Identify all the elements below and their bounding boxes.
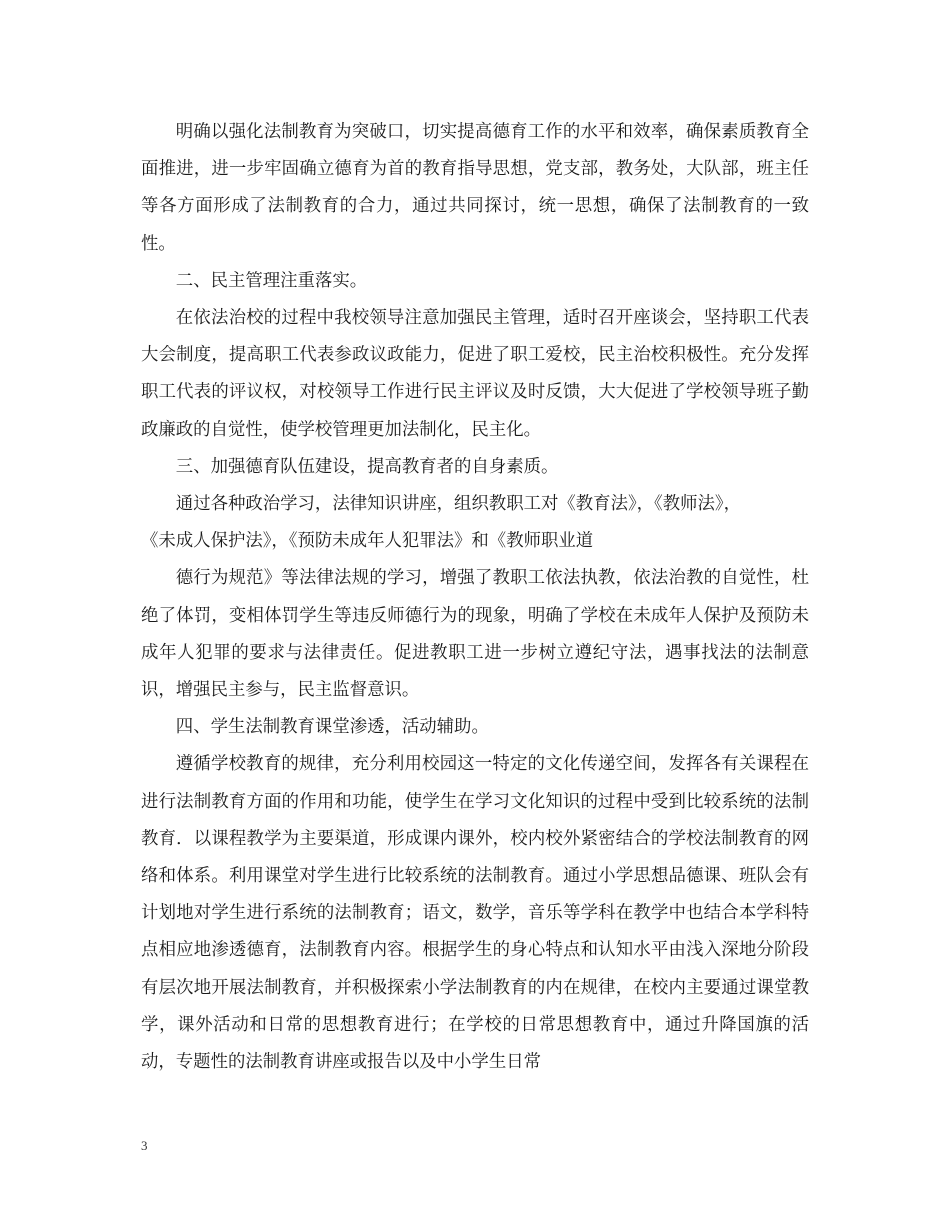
paragraph-law-study-line-1: 通过各种政治学习，法律知识讲座，组织教职工对《教育法》，《教师法》， xyxy=(175,494,741,515)
heading-student-legal-education: 四、学生法制教育课堂渗透，活动辅助。 xyxy=(175,717,489,738)
document-body xyxy=(141,114,809,1081)
heading-democratic-management: 二、民主管理注重落实。 xyxy=(175,270,368,291)
paragraph-student-legal-education: 遵循学校教育的规律，充分利用校园这一特定的文化传递空间，发挥各有关课程在进行法制教育方面的作用和功能，使学生在学习文化知识的过程中受到比较系统的法制教育．以课程教学为主要渠道，形成课内课外，校内校外紧密结合的学校法制教育的网络和体系。利用课堂对学生进行比较系统的法制教育。通过小学思想品德课、班队会有计划地对学生进行系统的法制教育；语文，数学，音乐等学科在教学中也结合本学科特点相应地渗透德育，法制教育内容。根据学生的身心特点和认知水平由浅入深地分阶段有层次地开展法制教育，并积极探索小学法制教育的内在规律，在校内主要通过课堂教学，课外活动和日常的思想教育进行；在学校的日常思想教育中，通过升降国旗的活动，专题性的法制教育讲座或报告以及中小学生日常 xyxy=(141,754,809,1073)
paragraph-law-study-line-2: 《未成人保护法》，《预防未成年人犯罪法》和《教师职业道 xyxy=(141,531,594,552)
heading-moral-team-building: 三、加强德育队伍建设，提高教育者的自身素质。 xyxy=(175,456,559,477)
paragraph-democratic-management: 在依法治校的过程中我校领导注意加强民主管理，适时召开座谈会，坚持职工代表大会制度，提高职工代表参政议政能力，促进了职工爱校，民主治校积极性。充分发挥职工代表的评议权，对校领导工作进行民主评议及时反馈，大大促进了学校领导班子勤政廉政的自觉性，使学校管理更加法制化，民主化。 xyxy=(141,308,809,440)
paragraph-teacher-ethics: 德行为规范》等法律法规的学习，增强了教职工依法执教，依法治教的自觉性，杜绝了体罚，变相体罚学生等违反师德行为的现象，明确了学校在未成年人保护及预防未成年人犯罪的要求与法律责任。促进教职工进一步树立遵纪守法，遇事找法的法制意识，增强民主参与，民主监督意识。 xyxy=(141,568,809,701)
paragraph-legal-education-intro: 明确以强化法制教育为突破口，切实提高德育工作的水平和效率，确保素质教育全面推进，进一步牢固确立德育为首的教育指导思想，党支部，教务处，大队部，班主任等各方面形成了法制教育的合力，通过共同探讨，统一思想，确保了法制教育的一致性。 xyxy=(141,122,809,254)
page-number: 3 xyxy=(141,1138,148,1153)
